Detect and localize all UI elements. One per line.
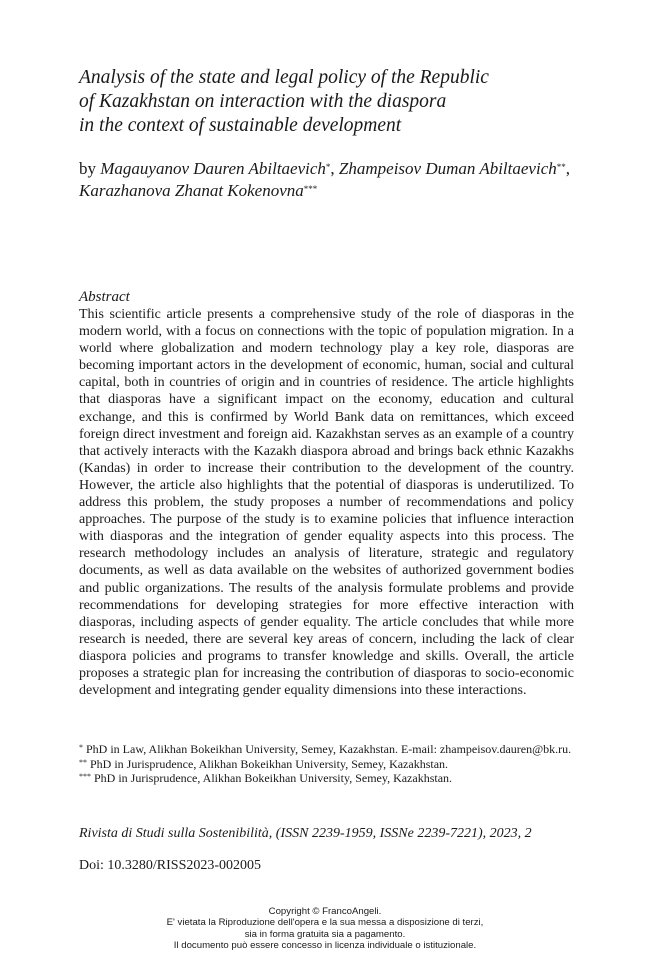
footnote-text: PhD in Law, Alikhan Bokeikhan University, Semey, Kazakhstan. E-mail: zhampeisov.dauren@bk.ru. (86, 742, 572, 756)
author-name: Karazhanova Zhanat Kokenovna (79, 181, 304, 200)
footnote-text: PhD in Jurisprudence, Alikhan Bokeikhan University, Semey, Kazakhstan. (90, 756, 449, 771)
author-footnote-mark: ** (556, 162, 566, 172)
author-footnote-mark: *** (303, 184, 318, 194)
footnote-mark: ** (79, 757, 87, 767)
author-name: Magauyanov Dauren Abiltaevich (100, 159, 326, 178)
copyright-notice (120, 906, 530, 951)
title-line: in the context of sustainable development (79, 115, 402, 136)
abstract-text: This scientific article presents a comprehensive study of the role of diasporas in the modern world, with a focus on connections with the topic of population migration. In a world where globalization and modern technology play a key role, diasporas are becoming important actors in the development of economic, human, social and cultural capital, both in countries of origin and in countries of residence. The article highlights that diasporas have a significant impact on the economy, education and cultural exchange, and this is confirmed by World Bank data on remittances, which exceed foreign direct investment and foreign aid. Kazakhstan serves as an example of a country that actively interacts with the Kazakh diaspora abroad and brings back ethnic Kazakhs (Kandas) in order to increase their contribution to the development of the country. However, the article also highlights that the potential of diasporas is underutilized. To address this problem, the study proposes a number of recommendations and policy approaches. The purpose of the study is to examine policies that influence interaction with diasporas and the integration of gender equality aspects into this process. The research methodology includes an analysis of literature, strategic and regulatory documents, as well as data available on the websites of authorized government bodies and public organizations. The results of the analysis formulate problems and provide recommendations for developing strategies for more effective interaction with diasporas, including aspects of gender equality. The article concludes that while more research is needed, there are several key areas of concern, including the lack of clear diaspora policies and programs to transfer knowledge and skills. Overall, the article proposes a strategic plan for increasing the contribution of diasporas to socio-economic development and integrating gender equality dimensions into these interactions. (79, 307, 574, 699)
title-line: Analysis of the state and legal policy of the Republic (79, 67, 489, 88)
footnote-mark: *** (79, 772, 91, 781)
copyright-line: E' vietata la Riproduzione dell'opera e la sua messa a disposizione di terzi, (166, 917, 484, 929)
journal-citation: Rivista di Studi sulla Sostenibilità, (ISSN 2239-1959, ISSNe 2239-7221), 2023, 2 (79, 826, 532, 841)
by-label: by (79, 159, 96, 178)
author-name: Zhampeisov Duman Abiltaevich (338, 159, 557, 178)
author-list: by Magauyanov Dauren Abiltaevich*, Zhampeisov Duman Abiltaevich**, Karazhanova Zhanat Kokenovna*** (79, 159, 570, 200)
footnote (79, 742, 574, 757)
abstract-heading: Abstract (79, 289, 130, 305)
doi: Doi: 10.3280/RISS2023-002005 (79, 858, 262, 873)
footnote (79, 771, 574, 786)
copyright-line: sia in forma gratuita sia a pagamento. (244, 928, 406, 940)
author-footnote-mark: * (325, 162, 331, 172)
article-title (79, 66, 579, 138)
footnotes (79, 742, 574, 786)
footnote-text: PhD in Jurisprudence, Alikhan Bokeikhan University, Semey, Kazakhstan. (94, 771, 453, 785)
footnote (79, 757, 574, 772)
footnote-mark: * (79, 743, 83, 752)
copyright-line: Copyright © FrancoAngeli. (268, 906, 382, 917)
copyright-line: Il documento può essere concesso in licenza individuale o istituzionale. (173, 939, 477, 951)
title-line: of Kazakhstan on interaction with the diaspora (79, 91, 447, 112)
